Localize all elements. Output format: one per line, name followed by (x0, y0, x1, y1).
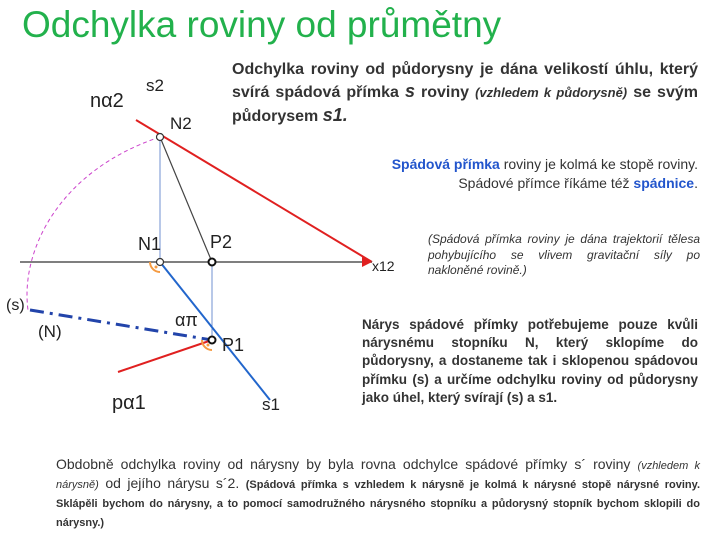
obdobne-c: od jejího nárysu s´2. (105, 474, 240, 491)
label-p-alpha1: pα1 (112, 392, 146, 414)
main-s1: s1. (322, 104, 348, 125)
label-P1: P1 (222, 335, 245, 355)
main-text-3: se svým půdorysem (232, 84, 698, 125)
narys-paragraph: Nárys spádové přímky potřebujeme pouze kvůli nárysnému stopníku N, který sklopíme do půdorysny, a dostaneme tak i sklopenou spádovou přímku (s) a určíme odchylku roviny od půdorysny jako úhel, který svírají (s) a s1. (362, 317, 698, 405)
label-N-rotated: (N) (38, 322, 62, 341)
label-N2: N2 (170, 114, 192, 133)
page-title: Odchylka roviny od průmětny (22, 4, 502, 45)
label-s1: s1 (262, 395, 280, 414)
obdobne-paragraph (56, 455, 700, 531)
term-spadova-primka: Spádová přímka (391, 156, 500, 172)
trace-n-alpha2-line (136, 120, 372, 262)
spadova-end: . (694, 174, 698, 191)
label-x12: x12 (372, 258, 395, 274)
label-N1: N1 (138, 234, 162, 254)
obdobne-a: Obdobně odchylka roviny od nárysny by byla rovna odchylce spádové přímky s´ roviny (56, 456, 631, 472)
spadova-text: roviny je kolmá ke stopě roviny. Spádové přímce říkáme též (458, 156, 698, 191)
s1-line (160, 262, 270, 400)
obdobne-b: (vzhledem k nárysně) (56, 460, 701, 491)
obdobne-d: (Spádová přímka s vzhledem k nárysně je kolmá k nárysné stopě nárysné roviny. Sklápěli bychom do nárysny, a to pomocí samodružného nárysného stopníku a půdorysný stopník bychom sklopili do nárysny.) (56, 478, 701, 529)
label-s2: s2 (146, 76, 164, 95)
main-definition-paragraph (232, 60, 698, 127)
point-P2 (209, 259, 216, 266)
s2-line (160, 137, 212, 262)
main-text-1: Odchylka roviny od půdorysny je dána velikostí úhlu, který svírá spádová přímka (232, 61, 698, 102)
point-P1 (209, 337, 216, 344)
point-N1 (157, 259, 164, 266)
main-s: s (404, 81, 415, 102)
main-text-2: roviny (421, 84, 470, 102)
term-spadnice: spádnice (633, 174, 695, 191)
angle-dot-p1 (207, 344, 210, 347)
angle-dot-n1 (155, 266, 158, 269)
main-small: (vzhledem k půdorysně) (475, 85, 628, 101)
spadova-paragraph (346, 155, 698, 193)
label-alpha-pi: απ (175, 310, 198, 330)
trace-p-alpha1-line (118, 340, 212, 372)
label-P2: P2 (210, 232, 233, 252)
point-N2 (157, 134, 164, 141)
rotation-arc (27, 137, 160, 310)
gravity-note-paragraph: (Spádová přímka roviny je dána trajektorií tělesa pohybujícího se vlivem gravitační síly po nakloněné rovině.) (428, 232, 700, 278)
label-n-alpha2: nα2 (90, 90, 124, 112)
label-s-rotated: (s) (6, 297, 25, 314)
